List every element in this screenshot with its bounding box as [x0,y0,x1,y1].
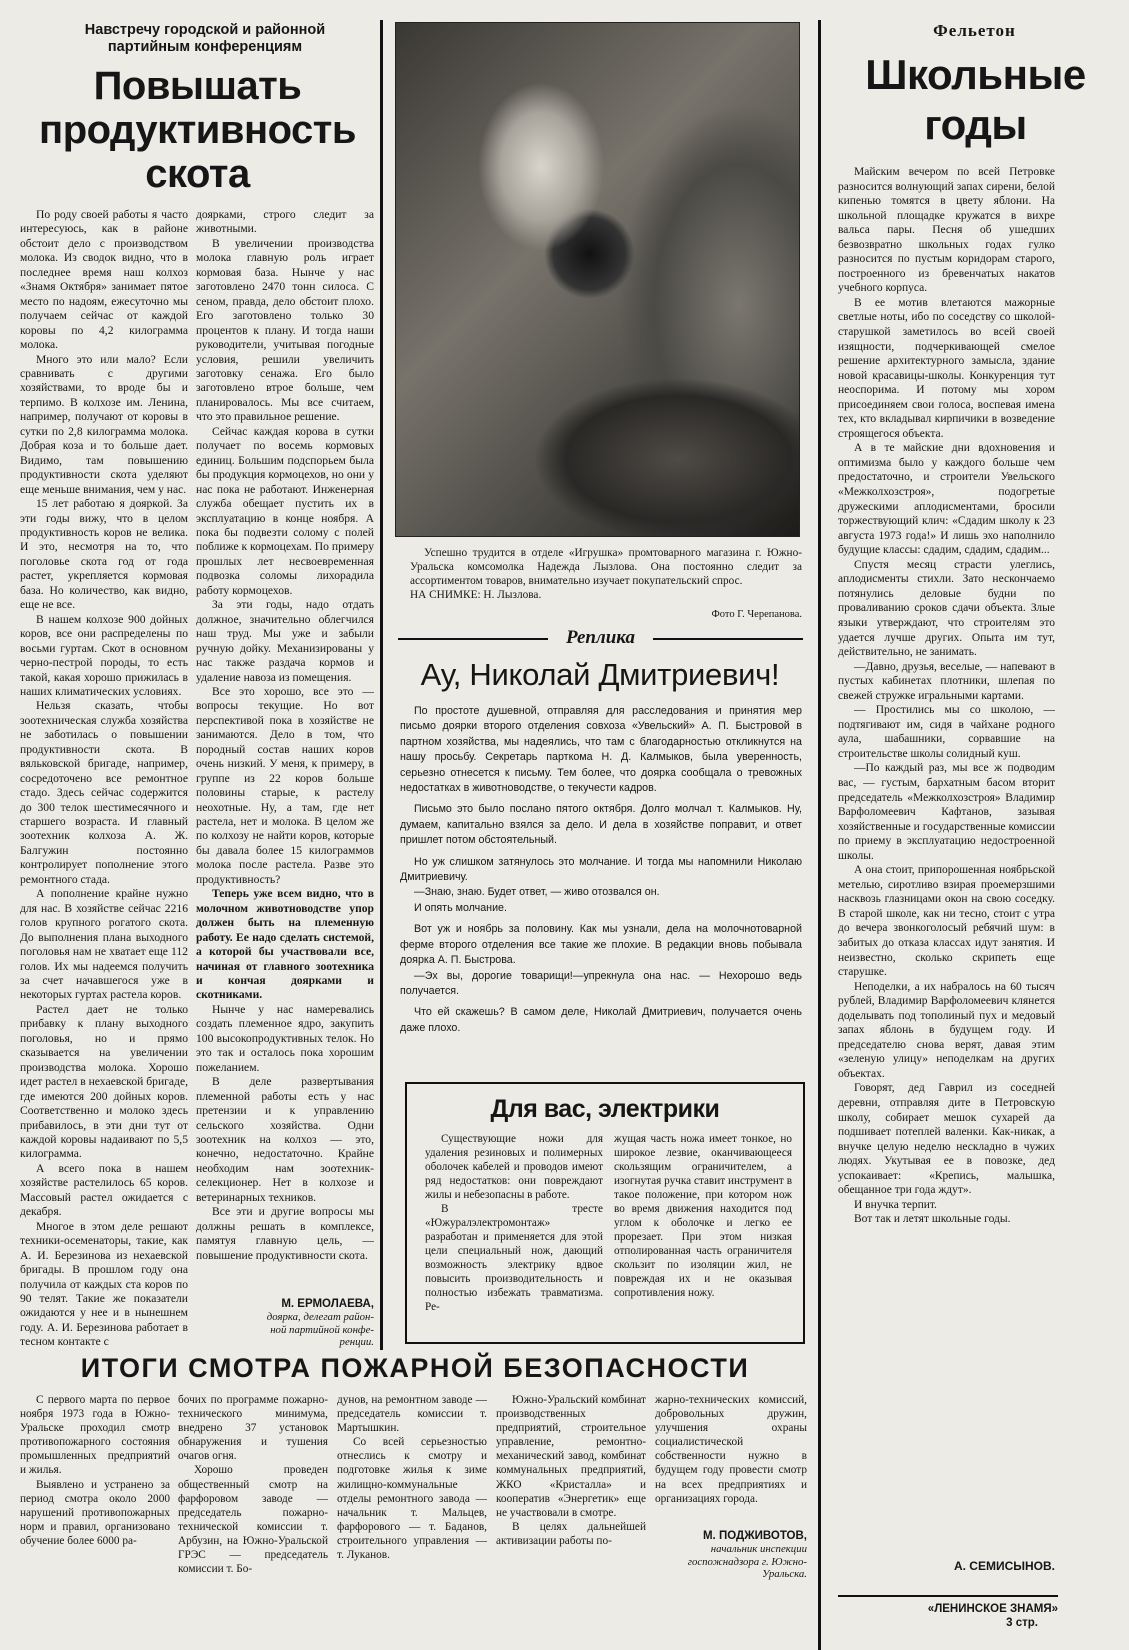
paragraph: В целях дальнейшей активизации работы по- [496,1520,646,1547]
author-name: М. ПОДЖИВОТОВ, [702,1530,807,1542]
replika-rule-right [653,638,803,640]
feuilleton-rubric: Фельетон [933,21,1016,40]
paragraph: И внучка терпит. [854,1198,937,1211]
paragraph: —По каждый раз, мы все ж подводим вас, — густым, бархатным басом вторит председатель «Межколхозстроя» Владимир Варфоломеевич Кафтанов, зазывая хозяйственные и государственные комиссии по приему в эксплуатацию недостроенной школы. [838,762,1055,862]
bottom-column-1 [20,1393,170,1643]
replika-rubric: Реплика [566,627,635,648]
caption-text: Успешно трудится в отделе «Игрушка» промтоварного магазина г. Южно-Уральска комсомолка Надежда Лызлова. Она постоянно следит за ассортиментом товаров, внимательно изучает покупательский спрос. [410,547,802,587]
photo-caption [410,546,802,622]
author-role-2: госпожнадзора г. Южно-Уральска. [687,1555,807,1580]
bottom-column-3 [337,1393,487,1643]
news-photo [395,22,800,537]
paragraph: В нашем колхозе 900 дойных коров, все они распределены по восьми гуртам. Скот в основном черно-пестрой породы, то есть такой, какая хорошо прижилась в наших климатических условиях. [20,612,188,698]
electricians-column-1 [425,1132,603,1338]
photo-credit: Фото Г. Черепанова. [711,609,802,620]
feuilleton-signature: А. СЕМИСЫНОВ. [953,1559,1055,1573]
paragraph: доярками, строго следит за животными. [196,208,374,236]
paragraph: жарно-технических комиссий, добровольных дружин, улучшения охраны социалистической собственности нужно в будущем году провести смотр на всех предприятиях и организациях города. [655,1394,807,1505]
paragraph: В деле развертывания племенной работы есть у нас претензии и к управлению сельского хозяйства. Одни зоотехник на колхоз — это, конечно, недостаточно. Крайне необходим нам зоотехник-селекционер. Нет в колхозе и ветеринарных техников. [196,1075,374,1204]
author-role-2: ной партийной конфе- [270,1323,374,1336]
feuilleton-title [828,50,1123,150]
bottom-column-4 [496,1393,646,1643]
paragraph: Все эти и другие вопросы мы должны решать в комплексе, памятуя главную цель, — повышение продуктивности скота. [196,1205,374,1262]
paragraph: Сейчас каждая корова в сутки получает по восемь кормовых единиц. Большим подспорьем была бы продукция кормоцехов, но они у нас пока не работают. Инженерная служба обещает пустить их в эксплуатацию в конце ноября. А пока бы подвезти солому с полей поближе к кормоцехам. По примеру прошлых лет несвоевременная подвозка соломы лихорадила работу кормоцехов. [196,424,374,597]
footer-rule [838,1595,1058,1597]
paragraph: —Знаю, знаю. Будет ответ, — живо отозвался он. [414,886,660,899]
bottom-column-2 [178,1393,328,1643]
replika-title: Ау, Николай Дмитриевич! [420,657,780,692]
replika-body [400,704,802,1036]
paragraph: бочих по программе пожарно-технического минимума, внедрено 37 установок обнаружения и тушения очагов огня. [178,1394,328,1463]
column-rule-right [818,20,821,1650]
paragraph: По роду своей работы я часто интересуюсь, как в районе обстоит дело с производством молока. Из сводок видно, что в последнее время наш колхоз «Знамя Октября» занимает пятое место по надоям, ежесуточно мы получаем сейчас от каждой коровы по 4,2 килограмма молока. [20,208,188,352]
paragraph: За эти годы, надо отдать должное, значительно облегчился наш труд. Мы уже и забыли ручную дойку. Механизированы у нас также раздача кормов и удаление навоза из помещения. [196,598,374,684]
title-line-2: годы [924,101,1027,148]
paragraph: С первого марта по первое ноября 1973 года в Южно-Уральске проходил смотр противопожарного состояния промышленных предприятий и жилья. [20,1394,170,1477]
paragraph: Хорошо проведен общественный смотр на фарфоровом заводе — председатель пожарно-технической комиссии т. Арбузин, на Южно-Уральской ГРЭС — председатель комиссии т. Бо- [178,1464,328,1576]
paragraph: А в те майские дни вдохновения и оптимизма было у каждого больше чем предостаточно, и строители Увельского «Межколхозстроя», подогретые дружескими аплодисментами, бросили торжествующий клич: «Сдадим школу к 23 августа 1973 года!» И лишь эхо наполнило будущие классы: сдадим, сдадим, сдадим... [838,442,1055,557]
column-rule-left [380,20,383,1350]
paragraph: Все это хорошо, все это — вопросы текущие. Но вот перспективой пока в хозяйстве не занимаются. Дело в том, что породный состав наших коров очень низкий. У меня, к примеру, в группе из 22 коров больше половины старые, к растелу неохотные. Ну, а там, где нет растела, нет и молока. В целом же по колхозу не найти коров, которые бы давала более 15 килограммов молока после растела. Разве это продуктивность? [196,684,374,886]
paragraph: Растел дает не только прибавку к плану выходного поголовья, но и прямо сказывается на увеличении производства молока. Хорошо идет растел в нехаевской бригаде, где имеются 200 дойных коров. Соответственно и молоко здесь прибавилось, в эти дни тут от каждой коровы надаивают по 5,5 килограмма. [20,1002,188,1161]
paragraph: Нынче у нас намеревались создать племенное ядро, закупить 100 высокопродуктивных телок. Но это так и осталось пока хорошим пожеланием. [196,1002,374,1074]
paragraph: Неподелки, а их набралось на 60 тысяч рублей, Владимир Варфоломеевич клянется доделывать под тополиный пух и медовый запах яблонь в будущем году. И председателю снова верят, давая этим «зеленую улицу» неподелкам на других объектах. [838,980,1055,1080]
paragraph: Письмо это было послано пятого октября. Долго молчал т. Калмыков. Ну, думаем, капитально взялся за дело. И дела в хозяйстве поправит, и ответ пришлет потом обстоятельный. [400,803,802,847]
paragraph: Что ей скажешь? В самом деле, Николай Дмитриевич, получается очень даже плохо. [400,1006,802,1034]
bottom-article-title: ИТОГИ СМОТРА ПОЖАРНОЙ БЕЗОПАСНОСТИ [80,1353,750,1383]
paragraph: И опять молчание. [414,901,507,914]
author-role-1: доярка, делегат район- [266,1311,374,1323]
paragraph: Теперь уже всем видно, что в молочном животноводстве упор должен быть на племенную работу. Ее надо сделать системой, а которой бы участвовали все, начиная от главного зоотехника и кончая доярками и скотниками. [196,887,374,1002]
paragraph: Вот уж и ноябрь за половину. Как мы узнали, дела на молочнотоварной ферме второго отделения все такие же плохие. В редакции вновь побывала доярка А. П. Быстрова. [400,923,802,967]
paragraph: Майским вечером по всей Петровке разносится волнующий запах сирени, белой кипенью томятся в цвету яблони. На школьной площадке кружатся в вихре вальса пары. Песня об ушедших безвозвратно школьных годах гулко разносится по пустым коридорам старого, построенного из бревенчатых накатов учебного корпуса. [838,166,1055,295]
newspaper-name: «ЛЕНИНСКОЕ ЗНАМЯ» [927,1603,1058,1615]
paragraph: В увеличении производства молока главную роль играет кормовая база. Нынче у нас заготовлено 2470 тонн силоса. С сеном, правда, дело обстоит плохо. Его заготовлено только 30 процентов к плану. И тогда наши руководители, учитывая погодные условия, решили увеличить заготовку сенажа. Его было заготовлено втрое больше, чем планировалось. Мы все считаем, что это правильное решение. [196,236,374,424]
electricians-title: Для вас, электрики [490,1095,720,1123]
article-column-2 [196,208,374,1298]
kicker-line-2: партийным конференциям [107,39,303,55]
paragraph: Выявлено и устранено за период смотра около 2000 нарушений противопожарных норм и правил, организовано обучение более 6000 ра- [20,1478,170,1547]
title-line-1: Школьные [865,51,1086,98]
article-kicker [30,22,380,56]
paragraph: В ее мотив влетаются мажорные светлые ноты, ибо по соседству со школой-старушкой заметилось во всей своей изящности, подчеркивающей смелое решение архитектурного замысла, здание новой красавицы-школы. Конкуренция тут неоспорима. И потому мы хором присоединяем свои голоса, воспевая имена тех, кто вкладывал кирпичики в возведение строящегося объекта. [838,296,1055,440]
replika-rule-left [398,638,548,640]
author-role-3: ренции. [339,1336,374,1348]
author-role-1: начальник инспекции [710,1543,807,1555]
footer [838,1602,1058,1630]
paragraph: Вот так и летят школьные годы. [854,1213,1011,1226]
feuilleton-body [838,165,1055,1490]
paragraph: дунов, на ремонтном заводе — председатель комиссии т. Мартышкин. [337,1394,487,1435]
page-number: 3 стр. [1006,1617,1038,1629]
paragraph: Существующие ножи для удаления резиновых и полимерных оболочек кабелей и проводов имеют ряд недостатков: они повреждают жилы и небезопасны в работе. [425,1133,603,1201]
article-title [20,64,375,196]
paragraph: Но уж слишком затянулось это молчание. И тогда мы напомнили Николаю Дмитриевичу. [400,855,802,884]
paragraph: —Эх вы, дорогие товарищи!—упрекнула она нас. — Нехорошо ведь получается. [400,969,802,997]
paragraph: Нельзя сказать, чтобы зоотехническая служба хозяйства не заботилась о повышении продуктивности скота. В вяльковской бригаде, например, сосредоточено все ремонтное стадо. Здесь сейчас содержится до 300 телок шестимесячного и старшего возраста. И главный зоотехник колхоза А. Ж. Балгужин постоянно контролирует пополнение этого ремонтного стада. [20,699,188,886]
title-line-2: продуктивность [39,108,356,152]
bottom-signature [655,1530,807,1581]
paragraph: 15 лет работаю я дояркой. За эти годы вижу, что в целом продуктивность коров не велика. И это, несмотря на то, что поголовье скота год от года растет, укрепляется кормовая база. Но количество, как видно, еще не все. [20,497,188,612]
paragraph: жущая часть ножа имеет тонкое, но широкое лезвие, оканчивающееся скользящим ограничителем, а изогнутая ручка ставит инструмент в такое положение, при котором нож во время движения находится под углом к оболочке и легко ее прорезает. При этом низкая отполированная часть ограничителя скользит по изоляции жил, не повреждая их и не оказывая сопротивления ножу. [614,1133,792,1299]
paragraph: А всего пока в нашем хозяйстве растелилось 65 коров. Массовый растел ожидается с декабря. [20,1161,188,1219]
kicker-line-1: Навстречу городской и районной [84,22,326,38]
paragraph: Южно-Уральский комбинат производственных предприятий, строительное управление, ремонтно-механический завод, комбинат коммунальных предприятий, ЖКО «Кристалла» и кооператив «Энергетик» еще не участвовали в смотре. [496,1394,646,1519]
article-signature [196,1298,374,1349]
paragraph: По простоте душевной, отправляя для расследования и принятия мер письмо доярки второго отделения совхоза «Увельский» А. П. Быстровой в партном хозяйства, мы надеялись, что там с благодарностью откликнутся на нашу просьбу. Секретарь парткома Н. Д. Калмыков, была уверенность, серьезно отнесется к письму. Тем более, что доярка сообщала о тревожных недостатках в животноводстве, о текучести кадров. [400,705,802,795]
paragraph: — Простились мы со школою, — подтягивают им, сидя в чайхане родного аула, шабашники, сорвавшие на строительстве школы солидный куш. [838,704,1055,760]
paragraph: Многое в этом деле решают техники-осеменаторы, такие, как А. И. Березинова из нехаевской бригады. В прошлом году она получила от каждых ста коров по 90 телят. Такие же показатели ожидаются у нее и в нынешнем году. А. И. Березинова работает в тесном контакте с [20,1219,188,1349]
author-name: М. ЕРМОЛАЕВА, [281,1298,374,1310]
paragraph: Спустя месяц страсти улеглись, аплодисменты стихли. Зато нескончаемо потянулись деловые будни по проваливанию сроков сдачи объекта. Злые языки утверждают, что строителям это удается лучше других. Опыта им тут, действительно, не занимать. [838,558,1055,659]
title-line-3: скота [145,152,250,196]
paragraph: Много это или мало? Если сравнивать с другими хозяйствами, то вроде бы и терпимо. В колхозе им. Ленина, например, получают от коровы в сутки по 2,8 килограмма молока. Добрая коза и то больше дает. Видимо, там повышению продуктивности скота уделяют еще меньше внимания, чем у нас. [20,352,188,496]
paragraph: А она стоит, припорошенная ноябрьской метелью, сиротливо взирая проемерзшими насквозь глазницами окон на свою соседку. В старой школе, как ни тесно, стоит с утра до вечера звонкоголосый ребячий шум: в забитых до отказа классах идут занятия. И неизвестно, сколько скрипеть еще старушке. [838,864,1055,979]
title-line-1: Повышать [93,64,302,108]
bottom-column-5 [655,1393,807,1523]
electricians-column-2 [614,1132,792,1338]
paragraph: Со всей серьезностью отнеслись к смотру и подготовке жилья к зиме жилищно-коммунальные отделы ремонтного завода — начальник т. Мальцев, фарфорового — т. Баданов, строительного управления — т. Луканов. [337,1436,487,1562]
article-column-1 [20,208,188,1358]
paragraph: Говорят, дед Гаврил из соседней деревни, отправляя дите в Петровскую школу, собирает мешок сухарей да подшивает потеплей валенки. Как-никак, а внучке целую неделю нескладно в чужих людях. Укутывая ее в повозке, дед успокаивает: «Крепись, малышка, обещанное три года ждут». [838,1082,1055,1197]
paragraph: В тресте «Южуралэлектромонтаж» разработан и применяется для этой цели специальный нож, дающий возможность электрику вдвое повысить производительность и полностью избежать травматизма. Ре- [425,1203,603,1313]
paragraph: —Давно, друзья, веселые, — напевают в пустых кабинетах плотники, шлепая по свежей стружке игральными картами. [838,660,1055,702]
caption-on-photo: НА СНИМКЕ: Н. Лызлова. [410,589,542,601]
paragraph: А пополнение крайне нужно для нас. В хозяйстве сейчас 2216 голов крупного рогатого скота. До выполнения плана выходного поголовья нам не хватает еще 112 голов. Их мы надеемся получить за счет начавшегося уже в некоторых гуртах растела коров. [20,887,188,1002]
